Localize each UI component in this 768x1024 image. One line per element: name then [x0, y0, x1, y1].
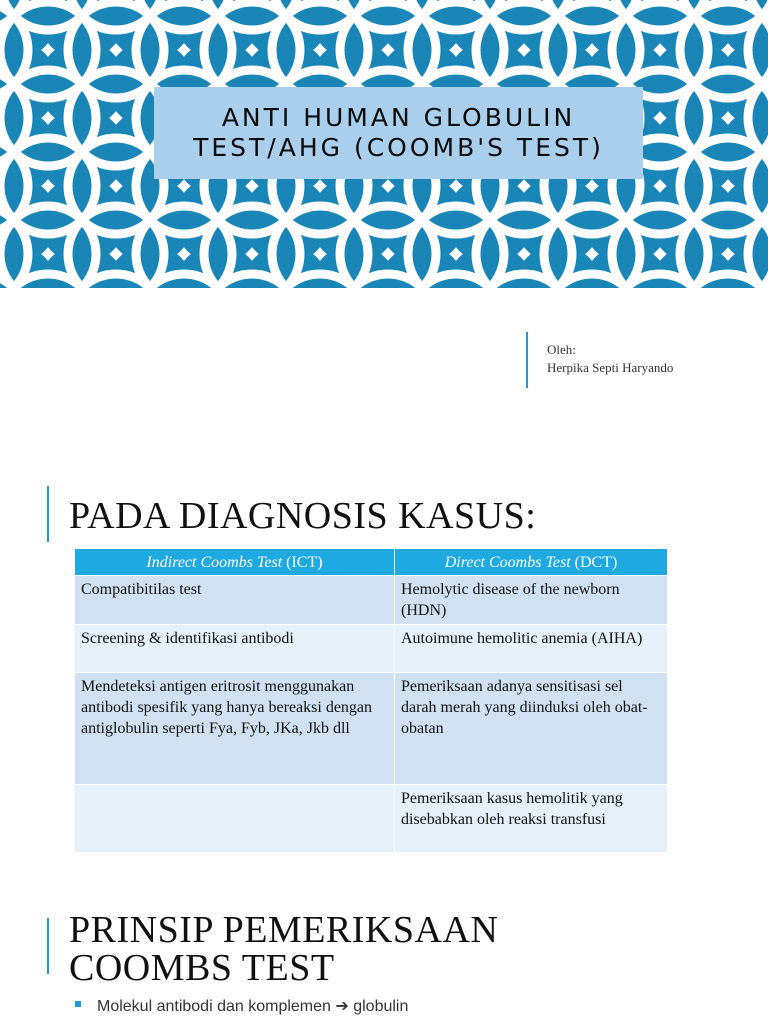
header-dct-rest: (DCT) — [570, 553, 618, 571]
heading-accent-bar — [47, 918, 49, 974]
table-cell: Pemeriksaan kasus hemolitik yang disebabkan oleh reaksi transfusi — [395, 785, 668, 853]
bullet-item: Molekul antibodi dan komplemen ➔ globulin — [97, 998, 409, 1015]
header-ict-rest: (ICT) — [282, 553, 323, 571]
author-name: Herpika Septi Haryando — [547, 360, 674, 375]
table-cell — [75, 785, 395, 853]
author-label: Oleh: — [547, 342, 576, 357]
table-row — [75, 785, 668, 853]
slide3-heading-line-2: COOMBS TEST — [69, 947, 335, 989]
header-ict — [75, 549, 395, 576]
table-cell: Pemeriksaan adanya sensitisasi sel darah merah yang diinduksi oleh obat-obatan — [395, 673, 668, 785]
header-dct — [395, 549, 668, 576]
table-row — [75, 576, 668, 625]
header-ict-italic: Indirect Coombs Test — [146, 553, 283, 571]
title-banner — [0, 0, 768, 288]
bullet-square-icon — [75, 1001, 81, 1007]
heading-accent-bar — [47, 486, 49, 542]
slide2-heading: PADA DIAGNOSIS KASUS: — [69, 495, 537, 537]
table-cell: Autoimune hemolitic anemia (AIHA) — [395, 625, 668, 673]
table-cell: Screening & identifikasi antibodi — [75, 625, 395, 673]
table-row — [75, 673, 668, 785]
author-accent-bar — [526, 332, 528, 388]
table-cell: Mendeteksi antigen eritrosit menggunakan antibodi spesifik yang hanya bereaksi dengan antiglobulin seperti Fya, Fyb, JKa, Jkb dll — [75, 673, 395, 785]
table-cell: Compatibitilas test — [75, 576, 395, 625]
diagnosis-table — [74, 548, 668, 853]
title-box — [154, 87, 643, 179]
table-header-row — [75, 549, 668, 576]
slide3-heading-line-1: PRINSIP PEMERIKSAAN — [69, 909, 499, 951]
table-row — [75, 625, 668, 673]
header-dct-italic: Direct Coombs Test — [444, 553, 571, 571]
title-line-1: ANTI HUMAN GLOBULIN — [221, 103, 576, 132]
title-line-2: TEST/AHG (COOMB'S TEST) — [193, 133, 604, 162]
table-cell: Hemolytic disease of the newborn (HDN) — [395, 576, 668, 625]
